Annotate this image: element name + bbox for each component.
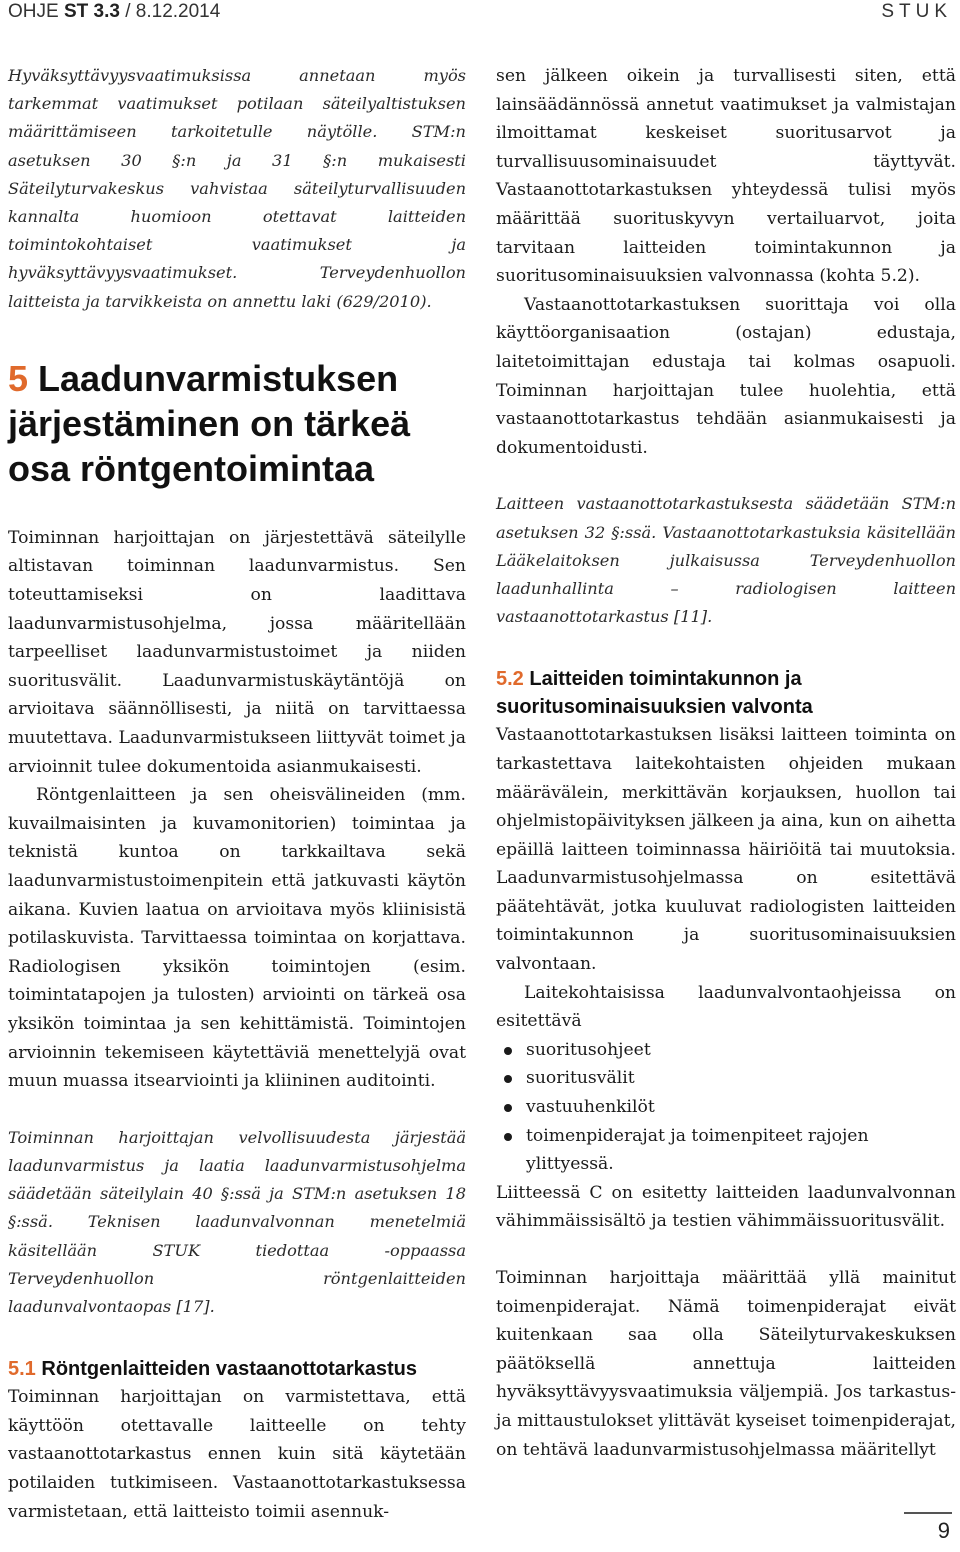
section-5-number: 5	[8, 357, 29, 399]
section-5-heading	[8, 356, 466, 491]
list-item	[496, 1036, 956, 1065]
section-5-2-paragraph-2: Laitekohtaisissa laadunvalvontaohjeissa on esitettävä	[496, 982, 956, 1032]
list-item	[496, 1064, 956, 1093]
list-item-text: suoritusohjeet	[526, 1039, 651, 1060]
section-5-2-paragraph-1: Vastaanottotarkastuksen lisäksi laitteen toiminta on tarkastettava laitekohtaisten ohjeiden mukaan määrävälein, merkittävän korjauksen, huollon tai ohjelmistopäivityksen jälkeen ja aina, kun on aihetta epäillä laitteen toiminnassa häiriöitä tai muutoksia. Laadunvarmistusohjelmassa on esitettävä päätehtävät, jotka kuuluvat radiologisten laitteiden toimintakunnon ja suoritusominaisuuksien valvontaan.	[496, 725, 956, 975]
list-item-text: toimenpiderajat ja toimenpiteet rajojen ylittyessä.	[526, 1125, 869, 1175]
section-5-1-paragraph: Toiminnan harjoittajan on varmistettava, että käyttöön otettavalle laitteelle on tehty vastaanottotarkastus ennen kuin sitä käytetään potilaiden tutkimiseen. Vastaanottotarkastuksessa varmistetaan, että laitteisto toimii asennuk-	[8, 1387, 466, 1522]
document-reference	[8, 1, 220, 23]
section-5-2-number: 5.2	[496, 668, 524, 691]
bullet-icon	[504, 1104, 512, 1112]
right-column	[496, 62, 956, 1464]
section-5-1-paragraph-continued: sen jälkeen oikein ja turvallisesti siten, että lainsäädännössä annetut vaatimukset ja valmistajan ilmoittamat keskeiset suoritusarvot ja turvallisuusominaisuudet täyttyvät. Vastaanottotarkastuksen yhteydessä tulisi myös määrittää suorituskyvyn vertailuarvot, joita tarvitaan laitteiden toimintakunnon ja suoritusominaisuuksien valvonnassa (kohta 5.2).	[496, 66, 956, 287]
section-5-1-title: Röntgenlaitteiden vastaanottotarkastus	[41, 1358, 417, 1381]
section-5-title: Laadunvarmistuksen järjestäminen on tärkeä osa röntgentoimintaa	[8, 357, 411, 489]
requirements-list	[496, 1036, 956, 1179]
page-header	[0, 0, 960, 26]
section-5-paragraph-1: Toiminnan harjoittajan on järjestettävä säteilylle altistavan toiminnan laadunvarmistus. Sen toteuttamiseksi on laadittava laadunvarmistusohjelma, jossa määritellään tarpeelliset laadunvarmistustoimet ja niiden suoritusvälit. Laadunvarmistuskäytäntöjä on arvioitava säännöllisesti, ja niitä on tarvittaessa muutettava. Laadunvarmistukseen liittyvät toimet ja arvioinnit tulee dokumentoida asianmukaisesti.	[8, 527, 466, 777]
section-5-1-paragraph-2: Vastaanottotarkastuksen suorittaja voi olla käyttöorganisaation (ostajan) edustaja, laitetoimittajan edustaja tai kolmas osapuoli. Toiminnan harjoittajan tulee huolehtia, että vastaanottotarkastus tehdään asianmukaisesti ja dokumentoidusti.	[496, 294, 956, 458]
bullet-icon	[504, 1075, 512, 1083]
organization-name: STUK	[881, 1, 952, 22]
doc-code: ST 3.3	[63, 1, 120, 22]
doc-date: / 8.12.2014	[125, 1, 221, 22]
list-item-text: suoritusvälit	[526, 1068, 635, 1089]
section-5-1-italic-note: Laitteen vastaanottotarkastuksesta säädetään STM:n asetuksen 32 §:ssä. Vastaanottotarkastuksia käsitellään Lääkelaitoksen julkaisussa Terveydenhuollon laadunhallinta – radiologisen laitteen vastaanottotarkastus [11].	[496, 494, 956, 627]
page-number: 9	[937, 1518, 950, 1543]
section-5-italic-note: Toiminnan harjoittajan velvollisuudesta järjestää laadunvarmistus ja laatia laadunvarmistusohjelma säädetään säteilylain 40 §:ssä ja STM:n asetuksen 18 §:ssä. Teknisen laadunvalvonnan menetelmiä käsitellään STUK tiedottaa -oppaassa Terveydenhuollon röntgenlaitteiden laadunvalvontaopas [17].	[8, 1127, 466, 1316]
left-column	[8, 62, 466, 1526]
section-5-1-number: 5.1	[8, 1358, 36, 1381]
intro-italic-note: Hyväksyttävyysvaatimuksissa annetaan myös tarkemmat vaatimukset potilaan säteilyaltistuksen määrittämiseen tarkoitetulle näytölle. STM:n asetuksen 30 §:n ja 31 §:n mukaisesti Säteilyturvakeskus vahvistaa säteilyturvallisuuden kannalta huomioon otettavat laitteiden toimintokohtaiset vaatimukset ja hyväksyttävyysvaatimukset. Terveydenhuollon laitteista ja tarvikkeista on annettu laki (629/2010).	[8, 66, 466, 311]
section-5-paragraph-2: Röntgenlaitteen ja sen oheisvälineiden (mm. kuvailmaisinten ja kuvamonitorien) toimintaa ja teknistä kuntoa on tarkkailtava sekä laadunvarmistustoimenpitein että jatkuvasti käytön aikana. Kuvien laatua on arvioitava myös kliinisistä potilaskuvista. Tarvittaessa toimintaa on korjattava. Radiologisen yksikön toimintojen (esim. toimintatapojen ja tulosten) arviointi on tärkeä osa yksikön toimintaa ja sen kehittämistä. Toimintojen arvioinnin tekemiseen käytettäviä menettelyjä ovat muun muassa itsearviointi ja kliininen auditointi.	[8, 785, 466, 1092]
bullet-icon	[504, 1047, 512, 1055]
section-5-2-title: Laitteiden toimintakunnon ja suoritusominaisuuksien valvonta	[496, 668, 813, 719]
list-item-text: vastuuhenkilöt	[526, 1097, 655, 1118]
section-5-2-paragraph-3: Liitteessä C on esitetty laitteiden laadunvalvonnan vähimmäissisältö ja testien vähimmäissuoritusvälit.	[496, 1182, 956, 1232]
section-5-2-paragraph-4: Toiminnan harjoittaja määrittää yllä mainitut toimenpiderajat. Nämä toimenpiderajat eivät kuitenkaan saa olla Säteilyturvakeskuksen päätöksellä annettuja laitteiden hyväksyttävyysvaatimuksia väljempiä. Jos tarkastus- ja mittaustulokset ylittävät kyseiset toimenpiderajat, on tehtävä laadunvarmistusohjelmassa määritellyt	[496, 1268, 956, 1460]
section-5-1-heading	[8, 1355, 466, 1383]
bullet-icon	[504, 1133, 512, 1141]
list-item	[496, 1093, 956, 1122]
list-item	[496, 1122, 956, 1179]
section-5-2-heading	[496, 665, 956, 721]
doc-type: OHJE	[8, 1, 59, 22]
page-number-rule	[904, 1512, 952, 1514]
